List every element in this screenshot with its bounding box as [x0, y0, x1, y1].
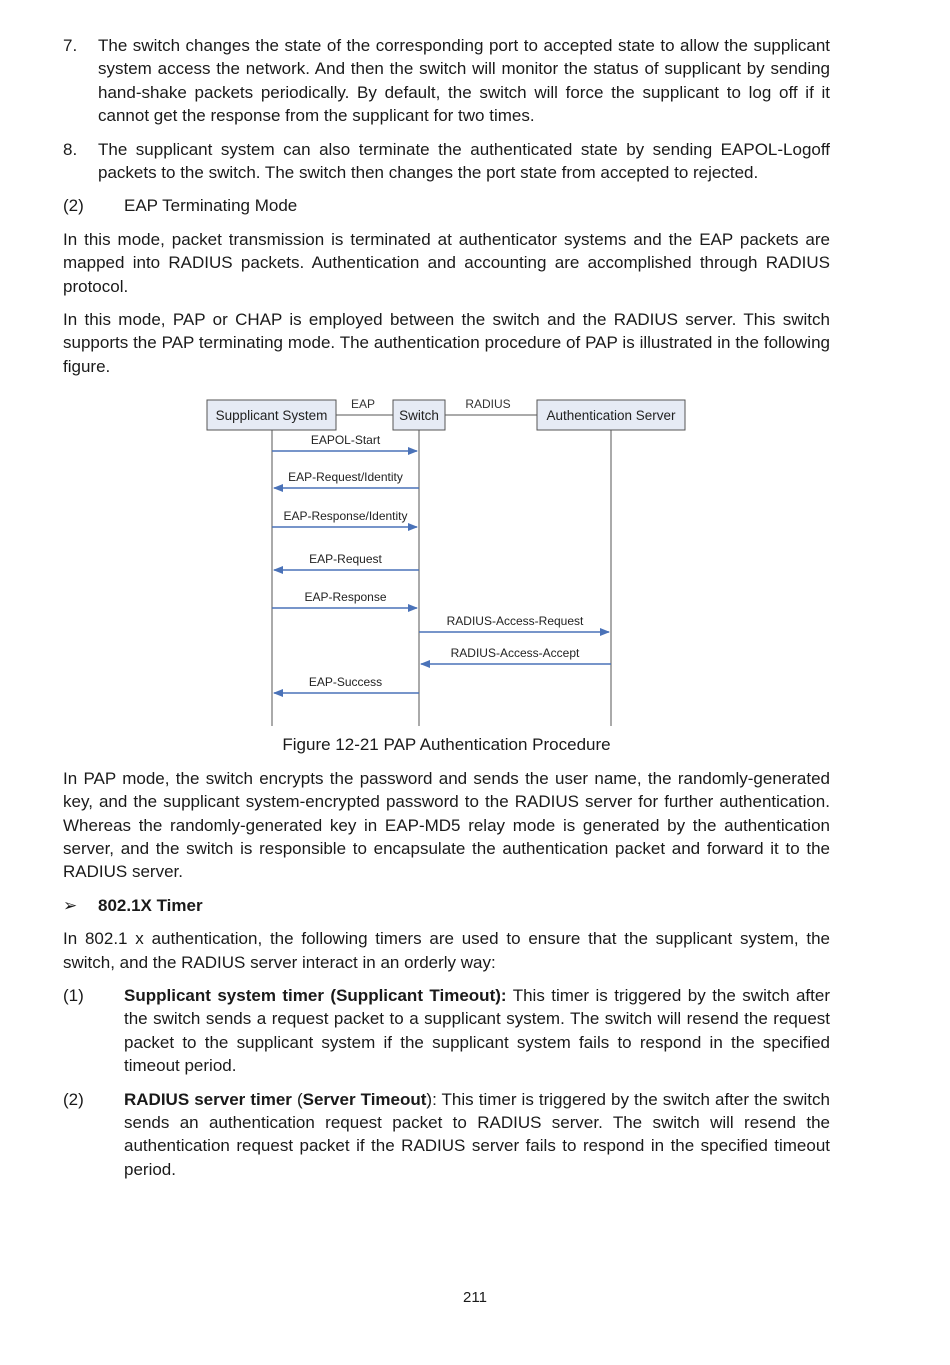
- page-number: 211: [463, 1289, 487, 1306]
- step-8: [63, 138, 830, 185]
- message-label: RADIUS-Access-Accept: [450, 646, 580, 661]
- supplicant-label: Supplicant System: [215, 408, 328, 424]
- timer-text: [124, 984, 830, 1078]
- timer-desc: ): This timer is triggered by the switch after the switch sends an authentication request packet to RADIUS server. The switch will resend the authentication request packet if the RADIUS server fails to respond in the specified timeout period.: [124, 1089, 830, 1179]
- message-label: EAP-Response: [304, 590, 387, 605]
- message-group: [272, 433, 611, 693]
- paragraph: In PAP mode, the switch encrypts the password and sends the user name, the randomly-generated key, and the supplicant system-encrypted password to the RADIUS server for further authentication. Whereas the randomly-generated key in EAP-MD5 relay mode is generated by the authentication server, and the switch is responsible to encapsulate the authentication packet and forward it to the RADIUS server.: [63, 768, 830, 882]
- timer-paren: (: [291, 1089, 303, 1109]
- mode-number: (2): [63, 196, 84, 216]
- timer-item-1: [63, 984, 830, 1078]
- timer-number: (1): [63, 985, 84, 1005]
- step-text: The supplicant system can also terminate the authenticated state by sending EAPOL-Logoff packets to the switch. The switch then changes the port state from accepted to rejected.: [98, 139, 830, 183]
- message-label: EAP-Response/Identity: [283, 509, 408, 524]
- timer-heading-text: 802.1X Timer: [98, 895, 203, 915]
- message-label: EAP-Success: [308, 675, 383, 690]
- mode-heading: [63, 194, 830, 217]
- timer-number: (2): [63, 1089, 84, 1109]
- figure-caption: Figure 12-21 PAP Authentication Procedure: [282, 735, 611, 755]
- timer-term-short: Server Timeout: [302, 1089, 427, 1109]
- message-label: EAPOL-Start: [310, 433, 381, 448]
- timer-desc: This timer is triggered by the switch after the switch sends a request packet to a supplicant system. The switch will resend the request packet to the supplicant system if the supplicant system fails to respond in the specified timeout period.: [124, 985, 830, 1076]
- step-text: The switch changes the state of the corresponding port to accepted state to allow the supplicant system access the network. And then the switch will monitor the status of supplicant by sending hand-shake packets periodically. By default, the switch will force the supplicant to log off if it cannot get the response from the supplicant for two times.: [98, 36, 830, 126]
- timer-heading: [63, 894, 830, 917]
- step-7: [63, 34, 830, 128]
- mode-title: EAP Terminating Mode: [124, 196, 298, 216]
- switch-label: Switch: [399, 408, 439, 424]
- step-number: 7.: [63, 36, 78, 55]
- timer-text: [124, 1088, 830, 1182]
- timer-term: RADIUS server timer: [124, 1089, 292, 1109]
- arrow-bullet-icon: ➢: [63, 895, 78, 915]
- diagram-svg: [63, 386, 830, 731]
- step-number: 8.: [63, 139, 78, 159]
- paragraph: In 802.1 x authentication, the following timers are used to ensure that the supplicant system, the switch, and the RADIUS server interact in an orderly way:: [63, 929, 830, 972]
- server-label: Authentication Server: [546, 408, 676, 424]
- message-label: EAP-Request: [309, 552, 382, 567]
- timer-term: Supplicant system timer (Supplicant Timeout):: [124, 985, 507, 1005]
- pap-sequence-diagram: [63, 386, 830, 731]
- paragraph: In this mode, packet transmission is terminated at authenticator systems and the EAP packets are mapped into RADIUS packets. Authentication and accounting are accomplished through RADIUS protocol.: [63, 229, 830, 296]
- timer-item-2: [63, 1088, 830, 1182]
- radius-link-label: RADIUS: [465, 397, 511, 412]
- paragraph: In this mode, PAP or CHAP is employed between the switch and the RADIUS server. This switch supports the PAP terminating mode. The authentication procedure of PAP is illustrated in the following figure.: [63, 310, 830, 376]
- message-label: EAP-Request/Identity: [288, 470, 403, 485]
- document-page: [63, 34, 830, 1191]
- message-label: RADIUS-Access-Request: [446, 614, 584, 629]
- eap-link-label: EAP: [350, 397, 376, 412]
